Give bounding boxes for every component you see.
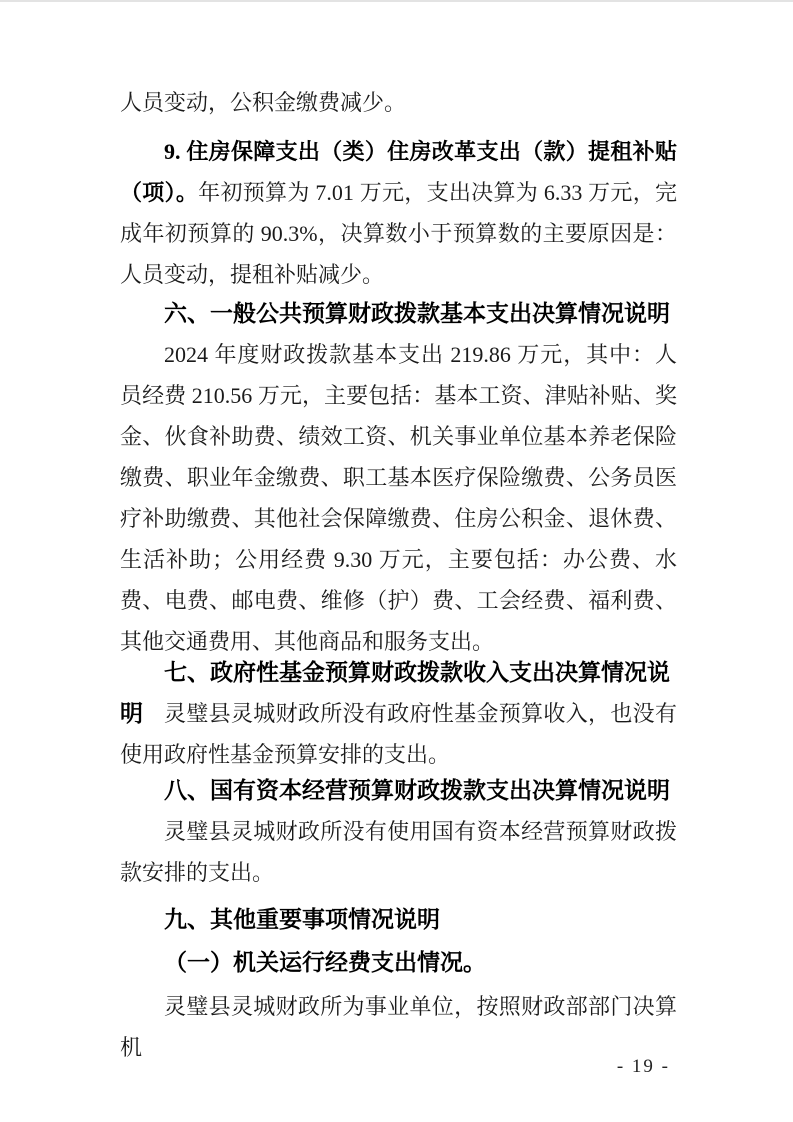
section-nine-sub-heading: （一）机关运行经费支出情况。 bbox=[164, 949, 486, 975]
continuation-paragraph: 人员变动，公积金缴费减少。 bbox=[120, 90, 407, 115]
page-top-edge-line bbox=[0, 0, 793, 2]
section-seven-heading: 七、政府性基金预算财政拨款收入支出决算情况说明 bbox=[120, 659, 670, 726]
section-nine-heading: 九、其他重要事项情况说明 bbox=[164, 906, 440, 932]
section-eight-heading: 八、国有资本经营预算财政拨款支出决算情况说明 bbox=[164, 777, 670, 803]
item-9-body: 年初预算为 7.01 万元，支出决算为 6.33 万元，完成年初预算的 90.3%，决算数小于预算数的主要原因是：人员变动，提租补贴减少。 bbox=[120, 180, 677, 287]
page-number: - 19 - bbox=[616, 1056, 670, 1077]
section-seven-paragraph: 灵璧县灵城财政所没有政府性基金预算收入，也没有使用政府性基金预算安排的支出。 bbox=[120, 701, 677, 767]
section-six-heading: 六、一般公共预算财政拨款基本支出决算情况说明 bbox=[164, 300, 670, 326]
item-9-heading: 9. 住房保障支出（类）住房改革支出（款）提租补贴（项）。 bbox=[120, 139, 677, 205]
section-eight-paragraph: 灵璧县灵城财政所没有使用国有资本经营预算财政拨款安排的支出。 bbox=[120, 819, 677, 885]
section-nine-paragraph: 灵璧县灵城财政所为事业单位，按照财政部部门决算机 bbox=[120, 994, 677, 1060]
section-six-paragraph: 2024 年度财政拨款基本支出 219.86 万元，其中：人员经费 210.56 万元，主要包括：基本工资、津贴补贴、奖金、伙食补助费、绩效工资、机关事业单位基本养老保险缴费、职业年金缴费、职工基本医疗保险缴费、公务员医疗补助缴费、其他社会保障缴费、住房公积金、退休费、生活补助；公用经费 9.30 万元，主要包括：办公费、水费、电费、邮电费、维修（护）费、工会经费、福利费、其他交通费用、其他商品和服务支出。 bbox=[120, 342, 677, 654]
item-9-paragraph bbox=[120, 131, 677, 295]
